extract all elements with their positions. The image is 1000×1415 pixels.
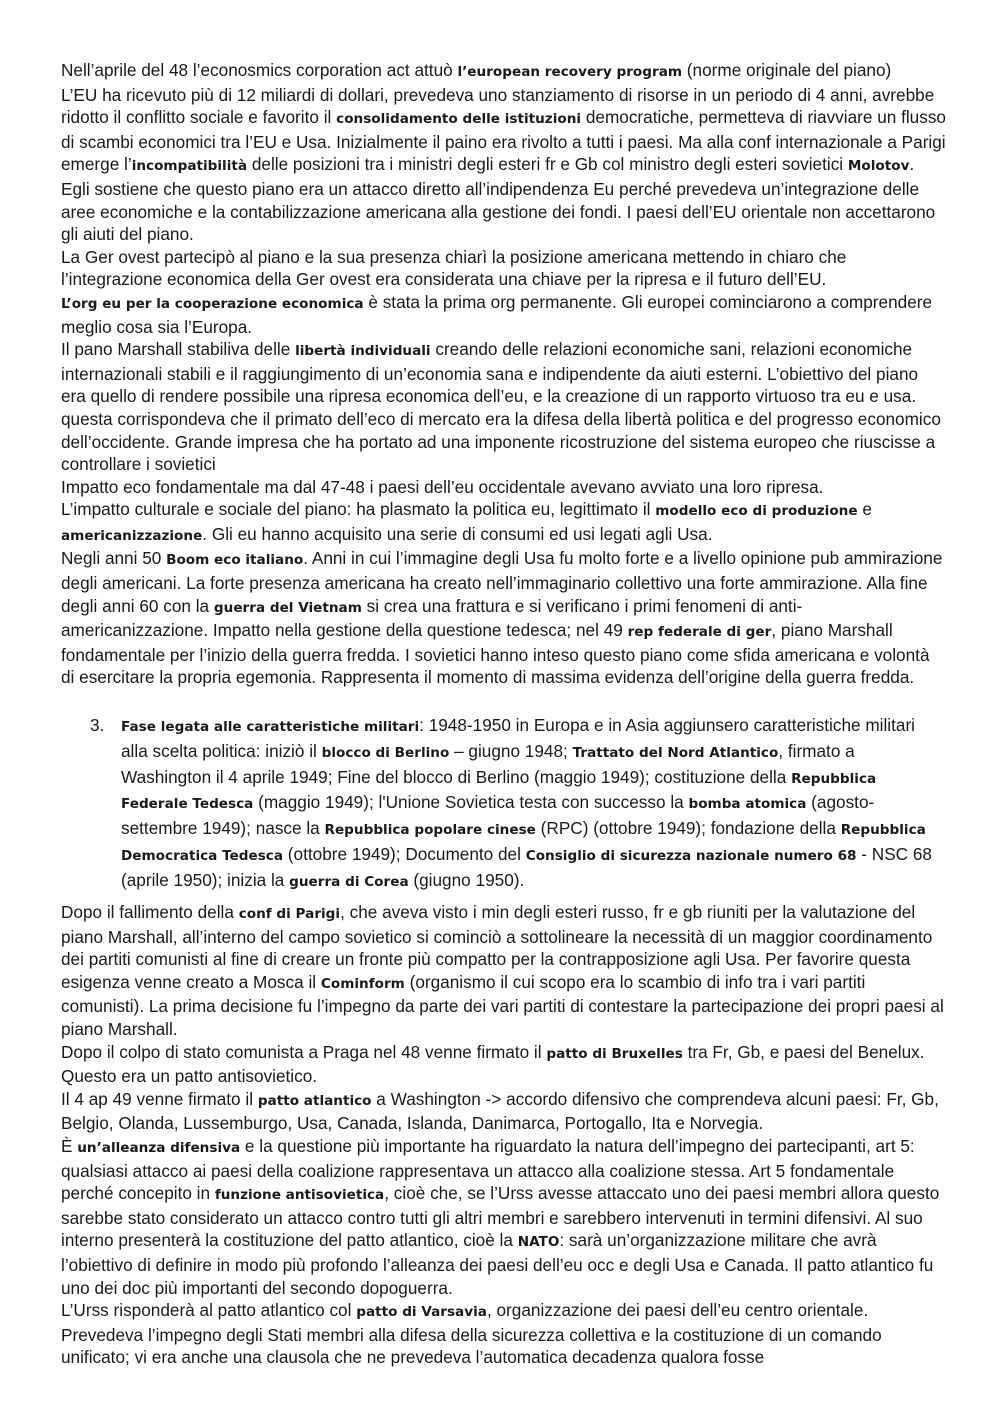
paragraph xyxy=(61,338,946,476)
text: Dopo il fallimento della xyxy=(61,902,239,922)
bold-term: Repubblica Federale Tedesca xyxy=(121,770,877,813)
paragraph xyxy=(61,1041,946,1088)
bold-term: Repubblica popolare cinese xyxy=(324,822,536,839)
bold-term: modello eco di produzione xyxy=(655,503,858,520)
text: Prevedeva l’impegno degli Stati membri alla difesa della sicurezza collettiva e la costituzione di un comando unificato; vi era anche una clausola che ne prevedeva l’automatica decadenza qualora fosse xyxy=(61,1324,882,1368)
text: , piano Marshall fondamentale per l’inizio della guerra fredda. I sovietici hanno inteso questo piano come sfida americana e volontà di esercitare la propria egemonia. Rappresenta il momento di massima evidenza dell’origine della guerra fredda. xyxy=(61,620,930,688)
text: , organizzazione dei paesi dell’eu centro orientale. xyxy=(486,1300,869,1321)
bold-term: incompatibilità xyxy=(131,158,248,175)
section-marshall-plan xyxy=(61,59,946,689)
text: . Egli sostiene che questo piano era un attacco diretto all’indipendenza Eu perché prevedeva un’integrazione delle aree economiche e la contabilizzazione americana alla gestione dei fondi. I paesi dell’EU orientale non accettarono gli aiuti del piano. xyxy=(61,154,936,245)
text: e xyxy=(857,499,872,520)
paragraph xyxy=(61,291,946,338)
bold-term: Trattato del Nord Atlantico xyxy=(572,744,779,761)
bold-term: bomba atomica xyxy=(688,796,807,813)
text: : 1948-1950 in Europa e in Asia aggiunsero caratteristiche militari alla scelta politica: iniziò il xyxy=(121,715,915,761)
bold-term: Fase legata alle caratteristiche militari xyxy=(121,719,420,735)
text: , firmato a Washington il 4 aprile 1949; Fine del blocco di Berlino (maggio 1949); costituzione della xyxy=(121,740,855,787)
text: – giugno 1948; xyxy=(449,740,573,761)
text: L’impatto culturale e sociale del piano: ha plasmato la politica eu, legittimato il xyxy=(61,499,656,520)
text: tra Fr, Gb, e paesi del Benelux. Questo era un patto antisovietico. xyxy=(61,1041,925,1087)
list-item-body xyxy=(121,714,946,895)
paragraph xyxy=(61,498,946,547)
paragraph xyxy=(61,1324,946,1369)
text: si crea una frattura e si verificano i primi fenomeni di anti-americanizzazione. Impatto nella gestione della questione tedesca; nel 49 xyxy=(61,595,803,641)
text: Nell’aprile del 48 l’econosmics corporation act attuò xyxy=(61,60,458,80)
text: (organismo il cui scopo era lo scambio di info tra i vari partiti comunisti). La prima decisione fu l’impegno da parte dei vari partiti di contestare la partecipazione dei propri paesi al piano Marshall. xyxy=(61,971,944,1039)
text: : sarà un’organizzazione militare che avrà l’obiettivo di definire in modo più profondo l’alleanza dei paesi dell’eu occ e degli Usa e Canada. Il patto atlantico fu uno dei doc più importanti del secondo dopoguerra. xyxy=(61,1230,934,1298)
list-number: 3. xyxy=(90,715,105,735)
text: (maggio 1949); l'Unione Sovietica testa con successo la xyxy=(253,792,689,813)
paragraph xyxy=(61,476,946,499)
bold-term: NATO xyxy=(517,1234,560,1251)
text: è stata la prima org permanente. Gli europei cominciarono a comprendere meglio cosa sia l’Europa. xyxy=(61,291,933,337)
text: (RPC) (ottobre 1949); fondazione della xyxy=(535,818,841,839)
text: Impatto eco fondamentale ma dal 47-48 i paesi dell’eu occidentale avevano avviato una loro ripresa. xyxy=(61,476,824,497)
text: delle posizioni tra i ministri degli esteri fr e Gb col ministro degli esteri sovietici xyxy=(247,154,848,175)
bold-term: l’european recovery program xyxy=(457,64,683,80)
bold-term: guerra del Vietnam xyxy=(213,599,362,616)
bold-term: rep federale di ger xyxy=(627,624,772,641)
bold-term: Consiglio di sicurezza nazionale numero 68 xyxy=(525,847,857,864)
section-cold-war-alliances xyxy=(61,901,946,1369)
text: a Washington -> accordo difensivo che comprendeva alcuni paesi: Fr, Gb, Belgio, Olanda, Lussemburgo, Usa, Canada, Islanda, Danimarca, Portogallo, Ita e Norvegia. xyxy=(61,1088,939,1134)
text: democratiche, permetteva di riavviare un flusso di scambi economici tra l’EU e Usa. Inizialmente il paino era rivolto a tutti i paesi. Ma alla conf internazionale a Parigi emerge l’ xyxy=(61,107,946,175)
paragraph xyxy=(61,84,946,246)
paragraph xyxy=(61,59,946,84)
bold-term: blocco di Berlino xyxy=(321,744,450,761)
bold-term: funzione antisovietica xyxy=(214,1187,385,1204)
paragraph xyxy=(61,1299,946,1324)
text: e la questione più importante ha riguardato la natura dell’impegno dei partecipanti, art 5: qualsiasi attacco ai paesi della coalizione rappresentava un attacco alla coalizione stessa. Art 5 fondamentale perché concepito in xyxy=(61,1135,915,1204)
text: . Gli eu hanno acquisito una serie di consumi ed usi legati agli Usa. xyxy=(202,523,713,544)
text: . Anni in cui l’immagine degli Usa fu molto forte e a livello opinione pub ammirazione degli americani. La forte presenza americana ha creato nell’immaginario collettivo una forte ammirazione. Alla fine degli anni 60 con la xyxy=(61,548,943,616)
bold-term: guerra di Corea xyxy=(289,873,409,890)
paragraph xyxy=(61,1088,946,1135)
bold-term: Molotov xyxy=(847,158,910,175)
text: L’Urss risponderà al patto atlantico col xyxy=(61,1300,357,1321)
paragraph xyxy=(61,547,946,689)
text: (ottobre 1949); Documento del xyxy=(283,843,526,864)
bold-term: Boom eco italiano xyxy=(166,552,304,569)
text: La Ger ovest partecipò al piano e la sua presenza chiarì la posizione americana mettendo in chiaro che l’integrazione economica della Ger ovest era considerata una chiave per la ripresa e il futuro dell’EU. xyxy=(61,246,847,290)
bold-term: patto di Bruxelles xyxy=(546,1045,683,1062)
text: Negli anni 50 xyxy=(61,548,167,569)
bold-term: consolidamento delle istituzioni xyxy=(336,111,582,128)
text: Il 4 ap 49 venne firmato il xyxy=(61,1088,258,1109)
bold-term: patto di Varsavia xyxy=(356,1304,487,1321)
text: Dopo il colpo di stato comunista a Praga nel 48 venne firmato il xyxy=(61,1041,547,1062)
bold-term: americanizzazione xyxy=(61,527,203,544)
text: È xyxy=(61,1135,78,1156)
bold-term: Repubblica Democratica Tedesca xyxy=(121,822,926,864)
text: , che aveva visto i min degli esteri russo, fr e gb riuniti per la valutazione del piano Marshall, all’interno del campo sovietico si cominciò a sottolineare la necessità di un maggior coordinamento dei partiti comunisti al fine di creare un fronte più compatto per la contrapposizione agli Usa. Per favorire questa esigenza venne creato a Mosca il xyxy=(61,902,933,992)
paragraph xyxy=(61,246,946,291)
text: Il pano Marshall stabiliva delle xyxy=(61,339,296,360)
bold-term: Cominform xyxy=(320,975,405,992)
text: (giugno 1950). xyxy=(408,869,525,890)
paragraph xyxy=(61,901,946,1041)
bold-term: patto atlantico xyxy=(257,1092,372,1109)
text: creando delle relazioni economiche sani, relazioni economiche internazionali stabili e il raggiungimento di un’economia sana e indipendente da aiuti esterni. L’obiettivo del piano era quello di rendere possibile una ripresa economica dell’eu, e la creazione di un rapporto virtuoso tra eu e usa. questa corrispondeva che il primato dell’eco di mercato era la difesa della libertà politica e del progresso economico dell’occidente. Grande impresa che ha portato ad una imponente ricostruzione del sistema europeo che riuscisse a controllare i sovietici xyxy=(61,339,941,475)
text: , cioè che, se l’Urss avesse attaccato uno dei paesi membri allora questo sarebbe stato considerato un attacco contro tutti gli altri membri e sarebbero intervenuti in termini difensivi. Al suo interno presenterà la costituzione del patto atlantico, cioè la xyxy=(61,1183,940,1251)
paragraph xyxy=(61,1135,946,1299)
bold-term: un’alleanza difensiva xyxy=(77,1139,241,1156)
text: - NSC 68 (aprile 1950); inizia la xyxy=(121,843,932,890)
text: L’EU ha ricevuto più di 12 miliardi di dollari, prevedeva uno stanziamento di risorse in un periodo di 4 anni, avrebbe ridotto il conflitto sociale e favorito il xyxy=(61,84,935,128)
bold-term: libertà individuali xyxy=(295,343,431,360)
bold-term: L’org eu per la cooperazione economica xyxy=(61,295,364,312)
text: (norme originale del piano) xyxy=(682,60,892,80)
text: (agosto-settembre 1949); nasce la xyxy=(121,792,875,839)
bold-term: conf di Parigi xyxy=(238,906,341,922)
